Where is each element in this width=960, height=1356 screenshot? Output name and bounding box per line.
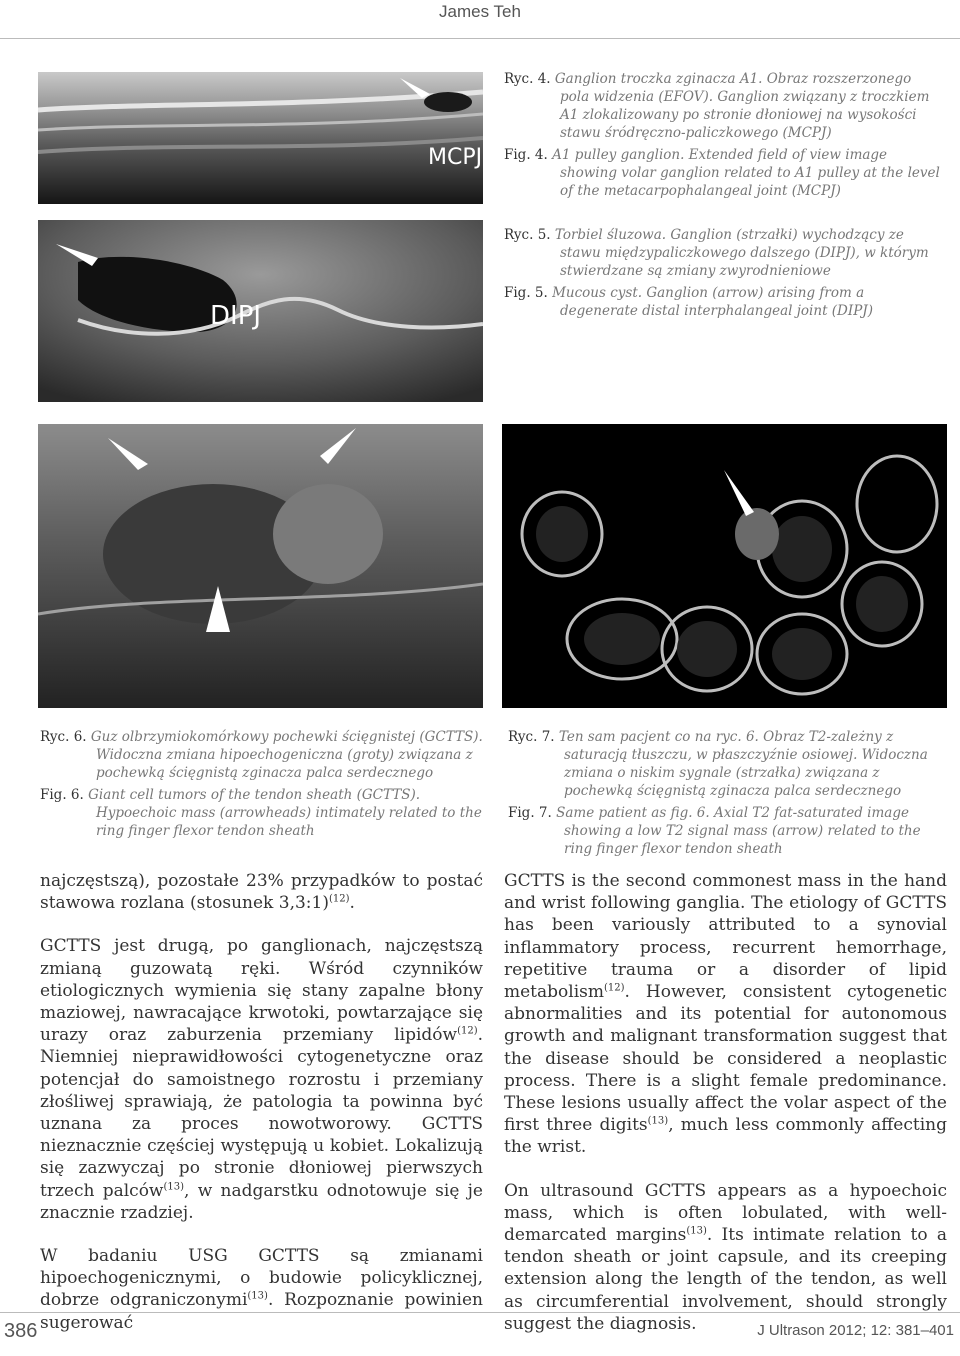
citation-ref: (13) — [686, 1225, 707, 1237]
footer-divider — [0, 1312, 960, 1313]
body-column-polish — [40, 870, 483, 1355]
mcpj-label: MCPJ — [428, 145, 483, 170]
figure-7-caption — [508, 728, 948, 858]
caption-pl-text: Torbiel śluzowa. Ganglion (strzałki) wychodzący ze stawu międzypaliczkowego dalszego (DIPJ), w którym stwierdzane są zmiany zwyrodnieniowe — [554, 227, 929, 279]
body-text-run: W badaniu USG GCTTS są zmianami hipoechogenicznymi, o budowie policyklicznej, dobrze odgraniczonymi — [40, 1246, 483, 1311]
dipj-label: DIPJ — [210, 301, 262, 331]
journal-citation: J Ultrason 2012; 12: 381–401 — [757, 1322, 954, 1339]
body-text-run: . Its intimate relation to a tendon sheath or joint capsule, and its creeping extension along the length of the tendon, as well as circumferential involvement, should strongly suggest the diagnosis. — [504, 1225, 947, 1334]
body-text-run: , w nadgarstku odnotowuje się je znacznie rzadziej. — [40, 1180, 483, 1223]
page-number: 386 — [4, 1320, 38, 1342]
figure-5-image — [38, 220, 483, 402]
figure-7-image — [502, 424, 947, 708]
running-header-author: James Teh — [439, 2, 521, 21]
caption-label: Ryc. 5. — [504, 227, 551, 243]
figure-6-caption — [40, 728, 485, 840]
body-text-run: najczęstszą), pozostałe 23% przypadków to postać stawowa rozlana (stosunek 3,3:1) — [40, 871, 483, 914]
body-text-run: . Rozpoznanie powinien sugerować — [40, 1290, 483, 1333]
figure-5-caption — [504, 226, 944, 320]
caption-en-text: Giant cell tumors of the tendon sheath (GCTTS). Hypoechoic mass (arrowheads) intimately related to the ring finger flexor tendon sheath — [88, 787, 482, 839]
figure-6-image — [38, 424, 483, 708]
caption-label: Ryc. 7. — [508, 729, 555, 745]
caption-label: Ryc. 6. — [40, 729, 87, 745]
caption-label: Fig. 5. — [504, 285, 548, 301]
citation-ref: (12) — [457, 1025, 478, 1037]
citation-ref: (12) — [328, 893, 350, 905]
caption-pl-text: Ganglion troczka zginacza A1. Obraz rozszerzonego pola widzenia (EFOV). Ganglion związany z troczkiem A1 zlokalizowany po stronie dłoniowej na wysokości stawu śródręczno-paliczkowego (MCPJ) — [554, 71, 930, 141]
body-text-run: . Niemniej nieprawidłowości cytogenetyczne oraz potencjał do samoistnego rozrostu i przemiany złośliwej sprawiają, że patologia ta powinna być uznana za proces nowotworowy. GCTTS nieznacznie częściej występują u kobiet. Lokalizują się zazwyczaj po stronie dłoniowej pierwszych trzech palców — [40, 1025, 483, 1201]
body-text-run: On ultrasound GCTTS appears as a hypoechoic mass, which is often lobulated, with well-demarcated margins — [504, 1180, 947, 1246]
body-text-run: . — [349, 893, 355, 914]
citation-ref: (13) — [247, 1290, 268, 1302]
figure-4-image — [38, 72, 483, 204]
figure-4-caption — [504, 70, 944, 200]
body-column-english — [504, 870, 947, 1356]
citation-ref: (13) — [163, 1180, 185, 1192]
caption-pl-text: Guz olbrzymiokomórkowy pochewki ścięgnistej (GCTTS). Widoczna zmiana hipoechogeniczna (groty) związana z pochewką ścięgnistą zginacza palca serdecznego — [90, 729, 483, 781]
citation-ref: (12) — [603, 982, 625, 994]
body-text-run: , much less commonly affecting the wrist. — [504, 1115, 947, 1158]
body-paragraph — [504, 870, 947, 1159]
caption-pl-text: Ten sam pacjent co na ryc. 6. Obraz T2-zależny z saturacją tłuszczu, w płaszczyźnie osiowej. Widoczna zmiana o niskim sygnale (strzałka) związana z pochewką ścięgnistą zginacza palca serdecznego — [558, 729, 928, 799]
caption-en-text: Mucous cyst. Ganglion (arrow) arising from a degenerate distal interphalangeal joint (DIPJ) — [552, 285, 873, 319]
body-paragraph — [40, 935, 483, 1224]
caption-en-text: Same patient as fig. 6. Axial T2 fat-saturated image showing a low T2 signal mass (arrow) related to the ring finger flexor tendon sheath — [556, 805, 921, 857]
caption-label: Fig. 7. — [508, 805, 552, 821]
caption-label: Fig. 4. — [504, 147, 548, 163]
body-paragraph — [40, 870, 483, 914]
body-paragraph — [40, 1245, 483, 1334]
body-text-run: GCTTS is the second commonest mass in the hand and wrist following ganglia. The etiology of GCTTS has been variously attributed to a synovial inflammatory process, recurrent hemorrhage, repetitive trauma or a disorder of lipid metabolism — [504, 871, 947, 1003]
caption-label: Fig. 6. — [40, 787, 84, 803]
caption-label: Ryc. 4. — [504, 71, 551, 87]
citation-ref: (13) — [647, 1115, 669, 1127]
header-divider — [0, 38, 960, 39]
body-text-run: GCTTS jest drugą, po ganglionach, najczęstszą zmianą guzowatą ręki. Wśród czynników etiologicznych wymienia się stany zapalne błony maziowej, nawracające krwotoki, powtarzające się urazy oraz zaburzenia przemiany lipidów — [40, 936, 483, 1046]
caption-en-text: A1 pulley ganglion. Extended field of view image showing volar ganglion related to A1 pulley at the level of the metacarpophalangeal joint (MCPJ) — [552, 147, 940, 199]
body-text-run: . However, consistent cytogenetic abnormalities and its potential for autonomous growth and malignant transformation suggest that the disease should be considered a neoplastic process. There is a slight female predominance. These lesions usually affect the volar aspect of the first three digits — [504, 982, 947, 1136]
